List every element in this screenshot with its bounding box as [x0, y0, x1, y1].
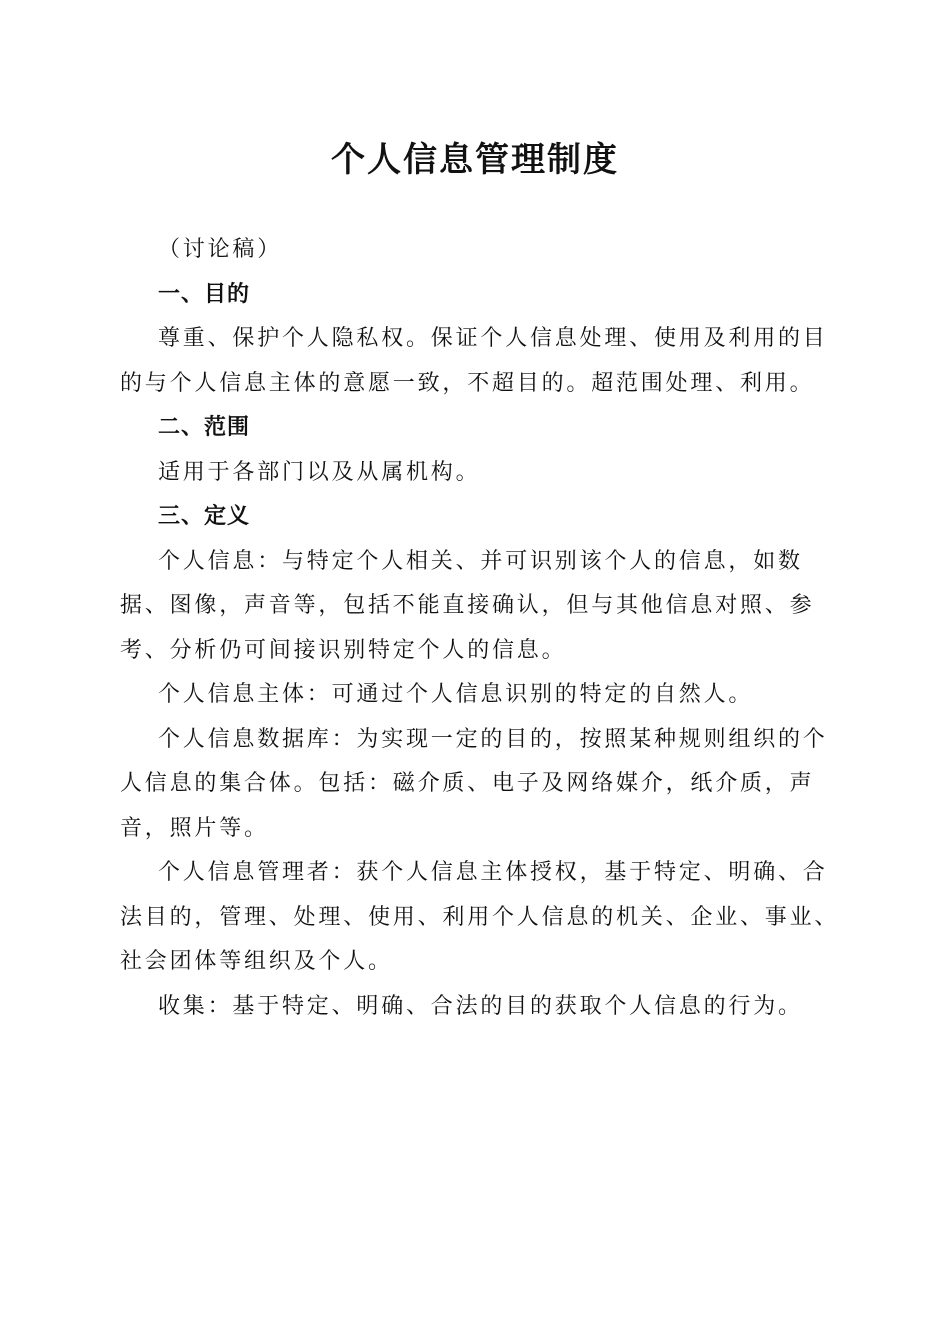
definition-collection: 收集：基于特定、明确、合法的目的获取个人信息的行为。 [158, 993, 803, 1019]
draft-label: （讨论稿） [158, 237, 283, 262]
document-body [120, 228, 840, 1029]
section-heading-definitions: 三、定义 [158, 504, 251, 529]
definition-info-database: 个人信息数据库：为实现一定的目的，按照某种规则组织的个人信息的集合体。包括：磁介质、电子及网络媒介，纸介质，声音，照片等。 [120, 726, 828, 841]
definition-info-manager: 个人信息管理者：获个人信息主体授权，基于特定、明确、合法目的，管理、处理、使用、利用个人信息的机关、企业、事业、社会团体等组织及个人。 [120, 860, 840, 974]
paragraph-purpose: 尊重、保护个人隐私权。保证个人信息处理、使用及利用的目的与个人信息主体的意愿一致，不超目的。超范围处理、利用。 [120, 326, 828, 396]
definition-info-subject: 个人信息主体：可通过个人信息识别的特定的自然人。 [158, 682, 754, 707]
section-heading-purpose: 一、目的 [158, 281, 251, 307]
section-heading-scope: 二、范围 [158, 415, 251, 440]
document-title: 个人信息管理制度 [331, 140, 619, 180]
paragraph-scope: 适用于各部门以及从属机构。 [158, 459, 481, 485]
definition-personal-info: 个人信息：与特定个人相关、并可识别该个人的信息，如数据、图像，声音等，包括不能直接确认，但与其他信息对照、参考、分析仍可间接识别特定个人的信息。 [120, 548, 815, 663]
